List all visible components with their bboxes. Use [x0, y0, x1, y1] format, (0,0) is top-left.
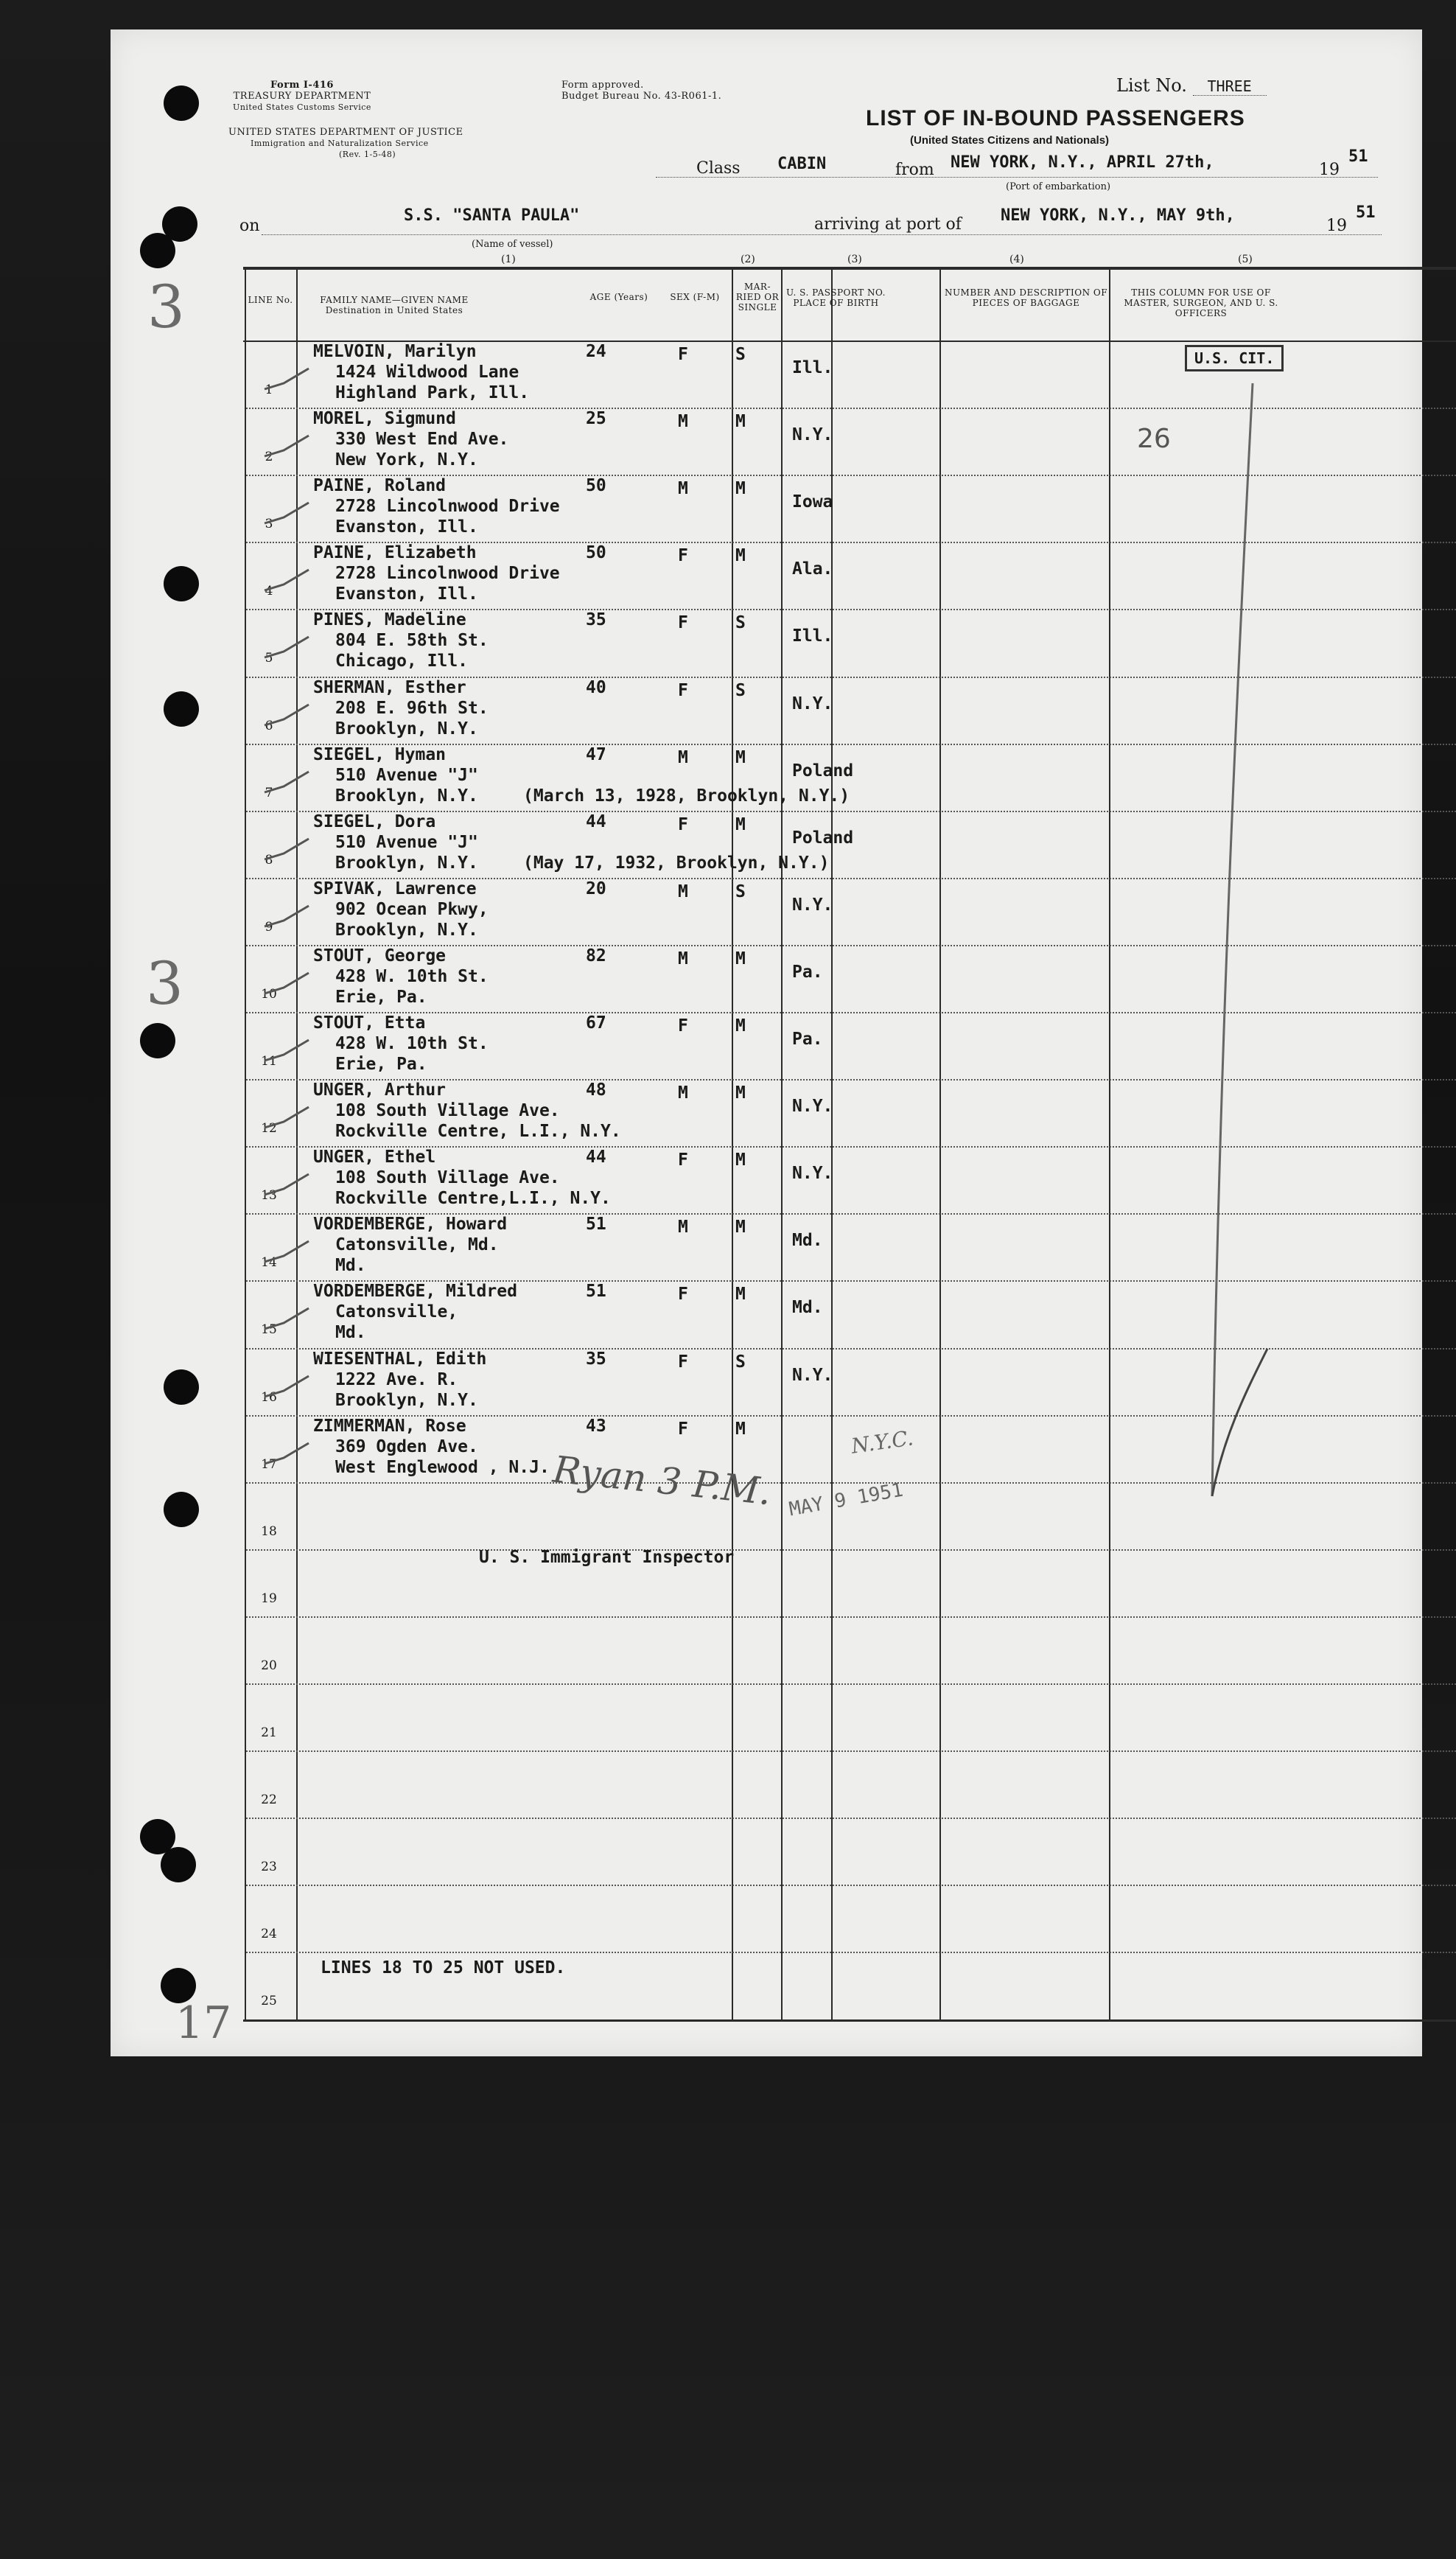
passenger-name: ZIMMERMAN, Rose — [313, 1417, 466, 1436]
col-number-5: (5) — [1238, 254, 1253, 265]
inspector-label: U. S. Immigrant Inspector — [479, 1548, 735, 1567]
passenger-birthplace: Pa. — [792, 1030, 823, 1049]
passenger-name: UNGER, Ethel — [313, 1148, 436, 1167]
passenger-marital-status: S — [735, 345, 746, 364]
from-value: NEW YORK, N.Y., APRIL 27th, — [951, 153, 1214, 172]
passenger-age: 50 — [586, 543, 606, 562]
passenger-name: MELVOIN, Marilyn — [313, 342, 477, 361]
passenger-name: WIESENTHAL, Edith — [313, 1350, 487, 1369]
passenger-address-1: 804 E. 58th St. — [335, 631, 489, 650]
check-mark-icon — [262, 1170, 313, 1199]
passenger-birthplace: Md. — [792, 1298, 823, 1317]
passenger-address-1: 2728 Lincolnwood Drive — [335, 497, 560, 516]
form-approved: Form approved. — [561, 80, 644, 91]
page-title: LIST OF IN-BOUND PASSENGERS — [866, 106, 1245, 130]
passenger-name: SPIVAK, Lawrence — [313, 879, 477, 898]
passenger-sex: F — [678, 815, 688, 834]
port-embark-caption: (Port of embarkation) — [1006, 181, 1111, 192]
passenger-birthplace: Pa. — [792, 963, 823, 982]
vessel-rule — [262, 234, 1382, 235]
line-number: 24 — [261, 1927, 277, 1941]
passenger-name: PINES, Madeline — [313, 610, 466, 629]
class-rule — [656, 177, 1378, 178]
passenger-address-1: Catonsville, — [335, 1302, 458, 1322]
passenger-name: PAINE, Roland — [313, 476, 447, 495]
colhead-line: LINE No. — [248, 295, 293, 305]
binder-hole — [164, 85, 199, 121]
line-number: 7 — [265, 786, 273, 800]
passenger-sex: F — [678, 1151, 688, 1170]
table-top-rule — [243, 267, 1456, 270]
passenger-address-2: Highland Park, Ill. — [335, 383, 530, 402]
line-number: 6 — [265, 719, 273, 733]
passenger-birthplace: Poland — [792, 761, 854, 781]
passenger-birthplace: N.Y. — [792, 1164, 833, 1183]
margin-mark: 3 — [147, 273, 185, 341]
col-number-2: (2) — [741, 254, 755, 265]
row-rule — [246, 1683, 1456, 1686]
col-number-4: (4) — [1009, 254, 1024, 265]
line-number: 3 — [265, 517, 273, 531]
line-number: 1 — [265, 383, 273, 397]
binder-hole — [164, 691, 199, 727]
passenger-address-2: New York, N.Y. — [335, 450, 478, 469]
on-label: on — [239, 217, 260, 235]
check-mark-icon — [262, 968, 313, 998]
passenger-address-1: 1424 Wildwood Lane — [335, 363, 519, 382]
colhead-baggage: NUMBER AND DESCRIPTION OF PIECES OF BAGGAGE — [944, 287, 1108, 308]
check-mark-icon — [262, 632, 313, 662]
line-number: 14 — [261, 1255, 277, 1270]
line-number: 17 — [261, 1457, 277, 1472]
us-citizen-stamp: U.S. CIT. — [1185, 345, 1284, 371]
passenger-age: 50 — [586, 476, 606, 495]
passenger-name: VORDEMBERGE, Howard — [313, 1215, 508, 1234]
passenger-birthplace: Ala. — [792, 559, 833, 579]
passenger-sex: F — [678, 1420, 688, 1439]
passenger-name: PAINE, Elizabeth — [313, 543, 477, 562]
passenger-address-1: 108 South Village Ave. — [335, 1168, 560, 1187]
passenger-name: MOREL, Sigmund — [313, 409, 456, 428]
inspector-signature: Ryan 3 P.M. — [550, 1448, 774, 1514]
passenger-marital-status: M — [735, 546, 746, 565]
line-number: 19 — [261, 1591, 277, 1606]
passenger-address-2: Brooklyn, N.Y. — [335, 719, 478, 739]
colhead-officers: THIS COLUMN FOR USE OF MASTER, SURGEON, AND U. S. OFFICERS — [1124, 287, 1278, 318]
row-rule — [246, 1952, 1456, 1954]
table-bottom-rule — [243, 2019, 1456, 2022]
passenger-sex: M — [678, 1083, 688, 1103]
passenger-age: 44 — [586, 1148, 606, 1167]
budget-bureau: Budget Bureau No. 43-R061-1. — [561, 91, 722, 102]
check-mark-icon — [262, 431, 313, 461]
list-no-label: List No. — [1116, 75, 1187, 96]
line-number: 23 — [261, 1860, 277, 1874]
binder-hole — [140, 233, 175, 268]
form-revision: (Rev. 1-5-48) — [339, 150, 396, 159]
passenger-sex: M — [678, 748, 688, 767]
passenger-address-2: Evanston, Ill. — [335, 517, 478, 537]
passenger-address-1: 108 South Village Ave. — [335, 1101, 560, 1120]
check-mark-icon — [262, 834, 313, 864]
passenger-marital-status: M — [735, 479, 746, 498]
check-mark-icon — [262, 901, 313, 931]
line-number: 11 — [261, 1054, 277, 1069]
passenger-birthplace: Ill. — [792, 358, 833, 377]
passenger-name: VORDEMBERGE, Mildred — [313, 1282, 517, 1301]
passenger-address-1: Catonsville, Md. — [335, 1235, 499, 1254]
row-rule — [246, 1616, 1456, 1619]
passenger-birthplace: Md. — [792, 1231, 823, 1250]
arrival-date-stamp: MAY 9 1951 — [787, 1479, 905, 1521]
passenger-sex: M — [678, 949, 688, 968]
passenger-marital-status: M — [735, 1218, 746, 1237]
line-number: 8 — [265, 853, 273, 867]
check-mark-icon — [262, 1036, 313, 1065]
list-no-value: THREE — [1193, 77, 1267, 96]
passenger-address-2: Brooklyn, N.Y. — [335, 853, 478, 873]
passenger-marital-status: M — [735, 412, 746, 431]
customs-service: United States Customs Service — [233, 102, 371, 112]
line-number: 12 — [261, 1121, 277, 1136]
passenger-marital-status: M — [735, 1420, 746, 1439]
row-rule — [246, 1750, 1456, 1753]
check-mark-icon — [262, 700, 313, 730]
check-mark-icon — [262, 1372, 313, 1401]
passenger-address-2: Erie, Pa. — [335, 1055, 427, 1074]
naturalization-note: (March 13, 1928, Brooklyn, N.Y.) — [523, 786, 850, 806]
binder-hole — [164, 1492, 199, 1527]
passenger-marital-status: M — [735, 815, 746, 834]
line-number: 18 — [261, 1524, 277, 1539]
colhead-sex: SEX (F-M) — [670, 292, 720, 302]
year-prefix-1: 19 — [1319, 161, 1340, 179]
arriving-value: NEW YORK, N.Y., MAY 9th, — [1001, 206, 1235, 225]
col-number-3: (3) — [847, 254, 862, 265]
passenger-sex: F — [678, 546, 688, 565]
check-mark-icon — [262, 364, 313, 394]
passenger-address-2: Chicago, Ill. — [335, 652, 469, 671]
class-label: Class — [696, 159, 741, 178]
passenger-address-2: West Englewood , N.J. — [335, 1458, 550, 1477]
passenger-sex: M — [678, 412, 688, 431]
passenger-age: 67 — [586, 1013, 606, 1033]
passenger-age: 51 — [586, 1215, 606, 1234]
passenger-address-1: 1222 Ave. R. — [335, 1370, 458, 1389]
lines-not-used-note: LINES 18 TO 25 NOT USED. — [321, 1958, 566, 1977]
passenger-address-1: 510 Avenue "J" — [335, 833, 478, 852]
treasury-dept: TREASURY DEPARTMENT — [233, 91, 371, 102]
line-number: 16 — [261, 1390, 277, 1405]
passenger-age: 40 — [586, 678, 606, 697]
margin-mark: 3 — [146, 949, 183, 1018]
line-number: 22 — [261, 1792, 277, 1807]
page-subtitle: (United States Citizens and Nationals) — [910, 134, 1110, 147]
passenger-address-1: 428 W. 10th St. — [335, 1034, 489, 1053]
passenger-sex: F — [678, 345, 688, 364]
line-number: 2 — [265, 450, 273, 464]
line-number: 25 — [261, 1994, 277, 2008]
line-number: 15 — [261, 1322, 277, 1337]
passenger-marital-status: M — [735, 1151, 746, 1170]
line-number: 20 — [261, 1658, 277, 1673]
line-number: 13 — [261, 1188, 277, 1203]
passenger-marital-status: M — [735, 748, 746, 767]
list-no — [1116, 75, 1267, 96]
passenger-sex: M — [678, 1218, 688, 1237]
passenger-address-1: 428 W. 10th St. — [335, 967, 489, 986]
check-mark-icon — [262, 565, 313, 595]
passenger-age: 44 — [586, 812, 606, 831]
colhead-married: MAR- RIED OR SINGLE — [735, 282, 780, 313]
passenger-age: 51 — [586, 1282, 606, 1301]
passenger-age: 48 — [586, 1080, 606, 1100]
passenger-sex: F — [678, 1016, 688, 1036]
binder-hole — [164, 1369, 199, 1405]
naturalization-note: (May 17, 1932, Brooklyn, N.Y.) — [523, 853, 830, 873]
passenger-address-1: 510 Avenue "J" — [335, 766, 478, 785]
line-number: 5 — [265, 651, 273, 666]
passenger-marital-status: M — [735, 1083, 746, 1103]
passenger-age: 35 — [586, 1350, 606, 1369]
passenger-age: 24 — [586, 342, 606, 361]
passenger-address-1: 208 E. 96th St. — [335, 699, 489, 718]
line-number: 9 — [265, 920, 273, 935]
passenger-address-2: Rockville Centre,L.I., N.Y. — [335, 1189, 611, 1208]
passenger-name: UNGER, Arthur — [313, 1080, 447, 1100]
year-prefix-2: 19 — [1326, 217, 1347, 235]
year-value-1: 51 — [1348, 147, 1368, 166]
vessel-caption: (Name of vessel) — [472, 239, 553, 250]
passenger-birthplace: N.Y. — [792, 694, 833, 713]
passenger-age: 20 — [586, 879, 606, 898]
check-mark-icon — [262, 1304, 313, 1333]
line-number: 21 — [261, 1725, 277, 1740]
colhead-name: FAMILY NAME—GIVEN NAME Destination in United States — [320, 295, 469, 315]
passenger-sex: F — [678, 1285, 688, 1304]
passenger-birthplace: N.Y. — [792, 1366, 833, 1385]
passenger-address-2: Md. — [335, 1323, 366, 1342]
port-stamp-place: N.Y.C. — [850, 1425, 915, 1459]
justice-header — [228, 127, 538, 160]
passenger-birthplace: Ill. — [792, 626, 833, 646]
passenger-age: 47 — [586, 745, 606, 764]
check-mark-icon — [262, 1237, 313, 1266]
passenger-sex: F — [678, 613, 688, 632]
passenger-sex: M — [678, 882, 688, 901]
binder-hole — [161, 1847, 196, 1882]
passenger-address-1: 330 West End Ave. — [335, 430, 509, 449]
row-rule — [246, 1818, 1456, 1820]
binder-hole — [140, 1023, 175, 1058]
passenger-marital-status: M — [735, 1016, 746, 1036]
check-mark-icon — [262, 1103, 313, 1132]
passenger-birthplace: Poland — [792, 828, 854, 848]
passenger-address-2: Brooklyn, N.Y. — [335, 921, 478, 940]
colhead-age: AGE (Years) — [589, 292, 648, 302]
manifest-page — [111, 29, 1422, 2056]
col-number-1: (1) — [501, 254, 516, 265]
passenger-age: 82 — [586, 946, 606, 966]
pencil-bracket-line — [1179, 376, 1282, 1511]
passenger-marital-status: M — [735, 1285, 746, 1304]
form-approval — [561, 80, 721, 102]
passenger-address-1: 902 Ocean Pkwy, — [335, 900, 489, 919]
colhead-passport: U. S. PASSPORT NO. PLACE OF BIRTH — [786, 287, 886, 308]
passenger-marital-status: M — [735, 949, 746, 968]
ins-service: Immigration and Naturalization Service — [251, 139, 429, 148]
passenger-birthplace: N.Y. — [792, 1097, 833, 1116]
passenger-name: SIEGEL, Hyman — [313, 745, 447, 764]
passenger-age: 43 — [586, 1417, 606, 1436]
passenger-name: SHERMAN, Esther — [313, 678, 466, 697]
passenger-sex: F — [678, 1352, 688, 1372]
check-mark-icon — [262, 1439, 313, 1468]
check-mark-icon — [262, 767, 313, 797]
line-number: 4 — [265, 584, 273, 598]
passenger-sex: M — [678, 479, 688, 498]
passenger-count: 26 — [1137, 424, 1171, 454]
passenger-marital-status: S — [735, 882, 746, 901]
passenger-name: STOUT, Etta — [313, 1013, 426, 1033]
from-label: from — [895, 161, 934, 179]
passenger-address-2: Brooklyn, N.Y. — [335, 1391, 478, 1410]
passenger-address-2: Evanston, Ill. — [335, 584, 478, 604]
margin-mark: 17 — [175, 1997, 232, 2049]
line-number: 10 — [261, 987, 277, 1002]
passenger-address-1: 2728 Lincolnwood Drive — [335, 564, 560, 583]
vessel-name: S.S. "SANTA PAULA" — [404, 206, 580, 225]
check-mark-icon — [262, 498, 313, 528]
passenger-birthplace: Iowa — [792, 492, 833, 512]
passenger-address-2: Erie, Pa. — [335, 988, 427, 1007]
passenger-sex: F — [678, 681, 688, 700]
row-rule — [246, 1885, 1456, 1887]
passenger-name: SIEGEL, Dora — [313, 812, 436, 831]
passenger-birthplace: N.Y. — [792, 425, 833, 444]
passenger-address-1: 369 Ogden Ave. — [335, 1437, 478, 1456]
passenger-address-2: Md. — [335, 1256, 366, 1275]
year-value-2: 51 — [1356, 203, 1376, 222]
passenger-age: 25 — [586, 409, 606, 428]
passenger-birthplace: N.Y. — [792, 896, 833, 915]
passenger-address-2: Brooklyn, N.Y. — [335, 786, 478, 806]
passenger-marital-status: S — [735, 1352, 746, 1372]
passenger-marital-status: S — [735, 681, 746, 700]
form-number: Form I-416 — [270, 80, 334, 91]
row-rule — [246, 1549, 1456, 1551]
binder-hole — [164, 566, 199, 601]
passenger-marital-status: S — [735, 613, 746, 632]
form-header-left — [214, 80, 391, 113]
passenger-age: 35 — [586, 610, 606, 629]
arriving-label: arriving at port of — [814, 215, 962, 234]
class-value: CABIN — [777, 155, 827, 173]
passenger-name: STOUT, George — [313, 946, 447, 966]
justice-dept: UNITED STATES DEPARTMENT OF JUSTICE — [228, 127, 463, 138]
passenger-address-2: Rockville Centre, L.I., N.Y. — [335, 1122, 621, 1141]
